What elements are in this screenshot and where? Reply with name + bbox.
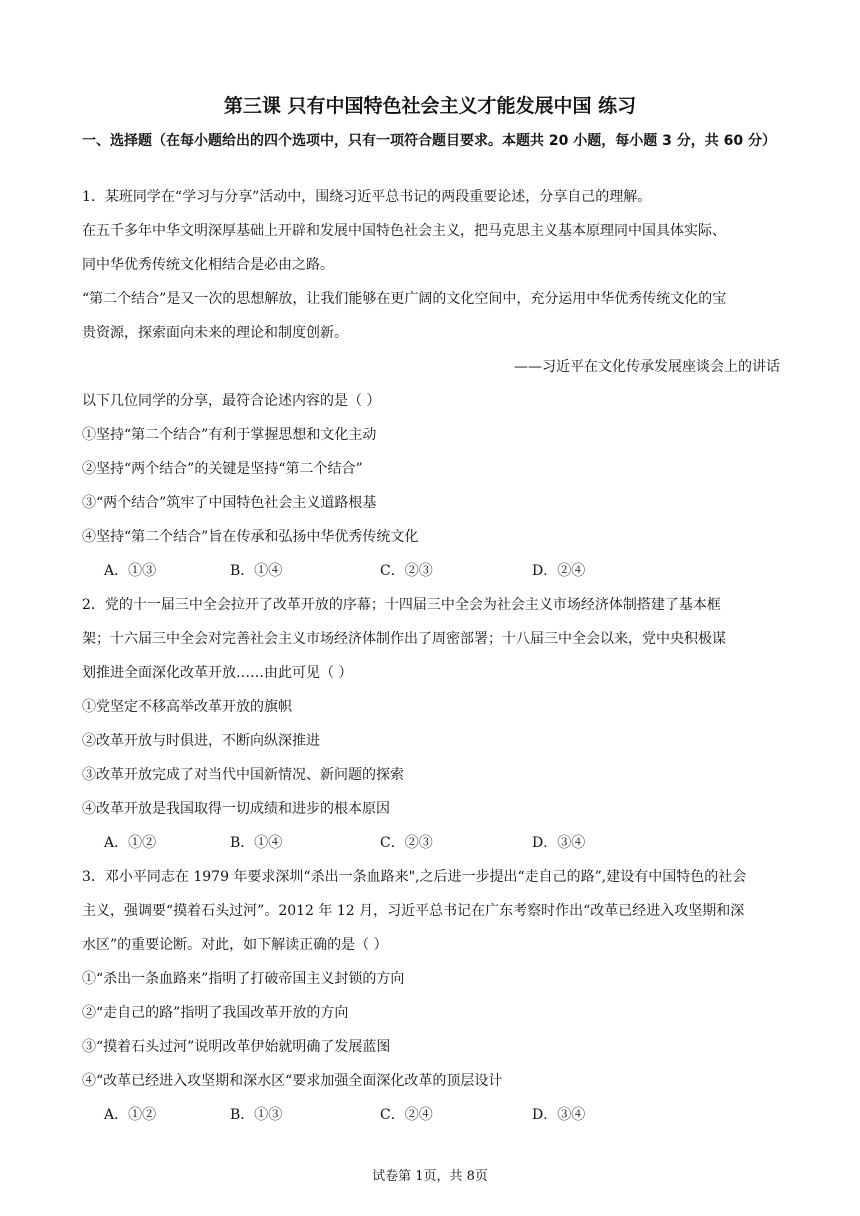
q1-option-c[interactable]: C．②③ [380,563,433,579]
q3-option-c[interactable]: C．②④ [380,1107,433,1123]
q1-quote1-line2: 同中华优秀传统文化相结合是必由之路。 [82,257,334,273]
q1-source: ——习近平在文化传承发展座谈会上的讲话 [514,359,780,375]
q1-quote1-line1: 在五千多年中华文明深厚基础上开辟和发展中国特色社会主义，把马克思主义基本原理同中国具体实际、 [82,223,726,239]
q3-item-4: ④“改革已经进入攻坚期和深水区“要求加强全面深化改革的顶层设计 [82,1073,503,1089]
q1-quote2-line1: “第二个结合”是又一次的思想解放，让我们能够在更广阔的文化空间中，充分运用中华优秀传统文化的宝 [82,291,727,307]
q1-option-a[interactable]: A．①③ [104,563,157,579]
q1-option-b[interactable]: B．①④ [230,563,283,579]
page-title: 第三课 只有中国特色社会主义才能发展中国 练习 [223,95,637,117]
q3-option-d[interactable]: D．③④ [532,1107,586,1123]
q3-item-1: ①“杀出一条血路来”指明了打破帝国主义封锁的方向 [82,971,405,987]
q1-question: 以下几位同学的分享，最符合论述内容的是（ ） [82,393,381,409]
q2-item-4: ④改革开放是我国取得一切成绩和进步的根本原因 [82,801,390,817]
q1-item-3: ③“两个结合”筑牢了中国特色社会主义道路根基 [82,495,377,511]
q2-option-b[interactable]: B．①④ [230,835,283,851]
q2-item-3: ③改革开放完成了对当代中国新情况、新问题的探索 [82,767,404,783]
q3-stem-line2: 主义，强调要“摸着石头过河”。2012 年 12 月，习近平总书记在广东考察时作出“改革已经进入攻坚期和深 [82,903,745,919]
q3-item-2: ②“走自己的路”指明了我国改革开放的方向 [82,1005,349,1021]
q1-item-2: ②坚持“两个结合”的关键是坚持“第二个结合” [82,461,363,477]
q3-item-3: ③“摸着石头过河”说明改革伊始就明确了发展蓝图 [82,1039,391,1055]
q2-stem-line2: 架；十六届三中全会对完善社会主义市场经济体制作出了周密部署；十八届三中全会以来，党中央积极谋 [82,631,726,647]
q3-stem-line3: 水区”的重要论断。对此，如下解读正确的是（ ） [82,937,388,953]
q2-option-d[interactable]: D．③④ [532,835,586,851]
page-footer: 试卷第 1页，共 8页 [372,1169,488,1184]
q2-stem-line1: 2．党的十一届三中全会拉开了改革开放的序幕；十四届三中全会为社会主义市场经济体制搭建了基本框 [82,597,721,613]
q1-stem: 1．某班同学在“学习与分享”活动中，围绕习近平总书记的两段重要论述，分享自己的理解。 [82,189,652,205]
q1-item-4: ④坚持“第二个结合”旨在传承和弘扬中华优秀传统文化 [82,529,419,545]
q2-option-c[interactable]: C．②③ [380,835,433,851]
section-heading: 一、选择题（在每小题给出的四个选项中，只有一项符合题目要求。本题共 20 小题，每小题 3 分，共 60 分） [82,133,776,149]
q1-quote2-line2: 贵资源，探索面向未来的理论和制度创新。 [82,325,348,341]
q2-stem-line3: 划推进全面深化改革开放……由此可见（ ） [82,665,353,681]
q2-item-1: ①党坚定不移高举改革开放的旗帜 [82,699,292,715]
q3-option-b[interactable]: B．①③ [230,1107,283,1123]
q1-option-d[interactable]: D．②④ [532,563,586,579]
q2-item-2: ②改革开放与时俱进，不断向纵深推进 [82,733,320,749]
q2-option-a[interactable]: A．①② [104,835,157,851]
q3-option-a[interactable]: A．①② [104,1107,157,1123]
q1-item-1: ①坚持“第二个结合”有利于掌握思想和文化主动 [82,427,377,443]
q3-stem-line1: 3．邓小平同志在 1979 年要求深圳“杀出一条血路来",之后进一步提出“走自己的路”,建设有中国特色的社会 [82,869,747,885]
